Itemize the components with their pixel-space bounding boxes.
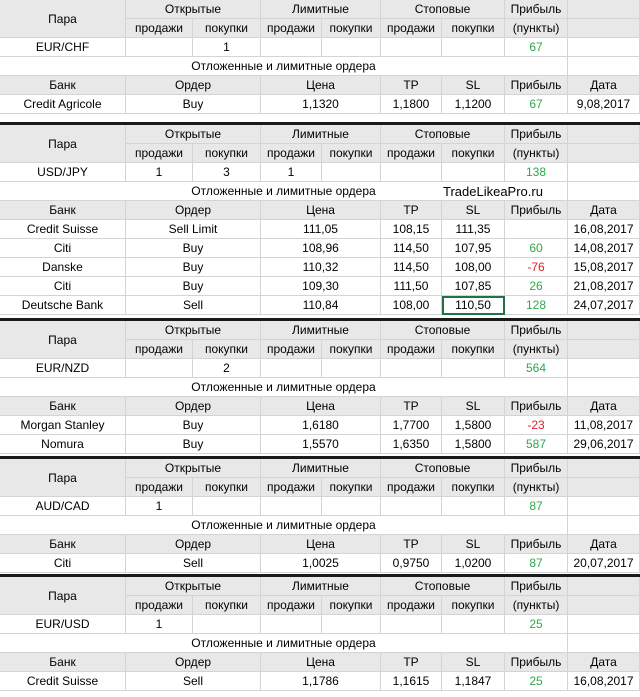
order-bank[interactable]: Citi bbox=[0, 239, 126, 258]
header-sell[interactable]: продажи bbox=[381, 478, 442, 497]
limit-buy[interactable] bbox=[322, 38, 381, 57]
header-points[interactable]: (пункты) bbox=[505, 19, 568, 38]
cell-empty[interactable] bbox=[568, 634, 640, 653]
orders-header-date[interactable]: Дата bbox=[568, 535, 640, 554]
stop-sell[interactable] bbox=[381, 163, 442, 182]
header-buy[interactable]: покупки bbox=[322, 596, 381, 615]
orders-header-date[interactable]: Дата bbox=[568, 76, 640, 95]
header-empty[interactable] bbox=[568, 144, 640, 163]
header-stop[interactable]: Стоповые bbox=[381, 0, 505, 19]
open-sell[interactable]: 1 bbox=[126, 497, 193, 516]
orders-header-date[interactable]: Дата bbox=[568, 653, 640, 672]
order-price[interactable]: 1,6180 bbox=[261, 416, 381, 435]
stop-sell[interactable] bbox=[381, 497, 442, 516]
header-profit[interactable]: Прибыль bbox=[505, 0, 568, 19]
order-profit[interactable] bbox=[505, 220, 568, 239]
order-sl[interactable]: 1,5800 bbox=[442, 416, 505, 435]
order-order[interactable]: Sell bbox=[126, 672, 261, 691]
header-sell[interactable]: продажи bbox=[261, 340, 322, 359]
orders-header-profit[interactable]: Прибыль bbox=[505, 535, 568, 554]
header-open[interactable]: Открытые bbox=[126, 125, 261, 144]
header-sell[interactable]: продажи bbox=[126, 596, 193, 615]
header-buy[interactable]: покупки bbox=[193, 340, 261, 359]
order-date[interactable]: 16,08,2017 bbox=[568, 220, 640, 239]
order-price[interactable]: 1,5570 bbox=[261, 435, 381, 454]
order-tp[interactable]: 1,6350 bbox=[381, 435, 442, 454]
orders-header-profit[interactable]: Прибыль bbox=[505, 76, 568, 95]
header-pair[interactable]: Пара bbox=[0, 0, 126, 38]
open-buy[interactable] bbox=[193, 497, 261, 516]
header-buy[interactable]: покупки bbox=[442, 19, 505, 38]
orders-header-order[interactable]: Ордер bbox=[126, 76, 261, 95]
pending-orders-title[interactable]: Отложенные и лимитные ордера bbox=[0, 378, 568, 397]
header-empty[interactable] bbox=[568, 596, 640, 615]
header-limit[interactable]: Лимитные bbox=[261, 321, 381, 340]
pair-name[interactable]: USD/JPY bbox=[0, 163, 126, 182]
stop-sell[interactable] bbox=[381, 38, 442, 57]
header-empty[interactable] bbox=[568, 340, 640, 359]
limit-buy[interactable] bbox=[322, 359, 381, 378]
pair-name[interactable]: EUR/CHF bbox=[0, 38, 126, 57]
open-sell[interactable] bbox=[126, 38, 193, 57]
open-buy[interactable] bbox=[193, 615, 261, 634]
cell-empty[interactable] bbox=[568, 57, 640, 76]
header-profit[interactable]: Прибыль bbox=[505, 125, 568, 144]
header-profit[interactable]: Прибыль bbox=[505, 577, 568, 596]
pending-orders-title[interactable]: Отложенные и лимитные ордера bbox=[0, 516, 568, 535]
stop-buy[interactable] bbox=[442, 38, 505, 57]
pair-profit[interactable]: 67 bbox=[505, 38, 568, 57]
order-price[interactable]: 109,30 bbox=[261, 277, 381, 296]
orders-header-bank[interactable]: Банк bbox=[0, 397, 126, 416]
order-date[interactable]: 11,08,2017 bbox=[568, 416, 640, 435]
order-date[interactable]: 20,07,2017 bbox=[568, 554, 640, 573]
header-buy[interactable]: покупки bbox=[442, 596, 505, 615]
order-date[interactable]: 15,08,2017 bbox=[568, 258, 640, 277]
order-tp[interactable]: 1,1615 bbox=[381, 672, 442, 691]
watermark-text: TradeLikeaPro.ru bbox=[443, 184, 543, 199]
order-profit[interactable]: -76 bbox=[505, 258, 568, 277]
header-sell[interactable]: продажи bbox=[126, 19, 193, 38]
order-sl[interactable]: 1,1847 bbox=[442, 672, 505, 691]
limit-sell[interactable] bbox=[261, 359, 322, 378]
stop-buy[interactable] bbox=[442, 163, 505, 182]
orders-header-order[interactable]: Ордер bbox=[126, 201, 261, 220]
header-stop[interactable]: Стоповые bbox=[381, 577, 505, 596]
order-sl[interactable]: 107,85 bbox=[442, 277, 505, 296]
header-empty[interactable] bbox=[568, 125, 640, 144]
orders-header-price[interactable]: Цена bbox=[261, 201, 381, 220]
header-sell[interactable]: продажи bbox=[261, 478, 322, 497]
cell-empty[interactable] bbox=[568, 359, 640, 378]
header-sell[interactable]: продажи bbox=[381, 19, 442, 38]
orders-header-date[interactable]: Дата bbox=[568, 397, 640, 416]
orders-header-sl[interactable]: SL bbox=[442, 201, 505, 220]
open-sell[interactable]: 1 bbox=[126, 615, 193, 634]
order-tp[interactable]: 108,00 bbox=[381, 296, 442, 315]
order-price[interactable]: 110,84 bbox=[261, 296, 381, 315]
pair-name[interactable]: EUR/USD bbox=[0, 615, 126, 634]
order-tp[interactable]: 114,50 bbox=[381, 239, 442, 258]
order-profit[interactable]: 25 bbox=[505, 672, 568, 691]
header-points[interactable]: (пункты) bbox=[505, 340, 568, 359]
order-date[interactable]: 21,08,2017 bbox=[568, 277, 640, 296]
orders-header-bank[interactable]: Банк bbox=[0, 201, 126, 220]
orders-header-order[interactable]: Ордер bbox=[126, 653, 261, 672]
header-limit[interactable]: Лимитные bbox=[261, 0, 381, 19]
order-sl[interactable]: 1,0200 bbox=[442, 554, 505, 573]
open-sell[interactable] bbox=[126, 359, 193, 378]
orders-header-tp[interactable]: TP bbox=[381, 397, 442, 416]
header-points[interactable]: (пункты) bbox=[505, 478, 568, 497]
stop-sell[interactable] bbox=[381, 359, 442, 378]
header-buy[interactable]: покупки bbox=[193, 478, 261, 497]
header-sell[interactable]: продажи bbox=[381, 340, 442, 359]
header-pair[interactable]: Пара bbox=[0, 459, 126, 497]
order-price[interactable]: 1,1320 bbox=[261, 95, 381, 114]
stop-buy[interactable] bbox=[442, 497, 505, 516]
orders-header-profit[interactable]: Прибыль bbox=[505, 653, 568, 672]
order-date[interactable]: 16,08,2017 bbox=[568, 672, 640, 691]
header-sell[interactable]: продажи bbox=[261, 596, 322, 615]
header-buy[interactable]: покупки bbox=[322, 144, 381, 163]
pair-name[interactable]: EUR/NZD bbox=[0, 359, 126, 378]
orders-header-bank[interactable]: Банк bbox=[0, 653, 126, 672]
header-empty[interactable] bbox=[568, 19, 640, 38]
order-bank[interactable]: Morgan Stanley bbox=[0, 416, 126, 435]
stop-buy[interactable] bbox=[442, 359, 505, 378]
open-buy[interactable]: 1 bbox=[193, 38, 261, 57]
order-date[interactable]: 9,08,2017 bbox=[568, 95, 640, 114]
pair-profit[interactable]: 564 bbox=[505, 359, 568, 378]
orders-header-tp[interactable]: TP bbox=[381, 76, 442, 95]
orders-header-sl[interactable]: SL bbox=[442, 397, 505, 416]
header-open[interactable]: Открытые bbox=[126, 577, 261, 596]
order-bank[interactable]: Danske bbox=[0, 258, 126, 277]
limit-buy[interactable] bbox=[322, 497, 381, 516]
order-order[interactable]: Sell Limit bbox=[126, 220, 261, 239]
orders-header-order[interactable]: Ордер bbox=[126, 535, 261, 554]
order-order[interactable]: Sell bbox=[126, 296, 261, 315]
header-sell[interactable]: продажи bbox=[381, 144, 442, 163]
cell-empty[interactable] bbox=[568, 497, 640, 516]
header-buy[interactable]: покупки bbox=[193, 19, 261, 38]
header-buy[interactable]: покупки bbox=[322, 19, 381, 38]
header-buy[interactable]: покупки bbox=[322, 478, 381, 497]
limit-sell[interactable] bbox=[261, 615, 322, 634]
limit-sell[interactable] bbox=[261, 497, 322, 516]
stop-buy[interactable] bbox=[442, 615, 505, 634]
orders-header-sl[interactable]: SL bbox=[442, 76, 505, 95]
pending-orders-title[interactable]: Отложенные и лимитные ордера bbox=[0, 182, 568, 201]
order-tp[interactable]: 114,50 bbox=[381, 258, 442, 277]
order-profit[interactable]: 67 bbox=[505, 95, 568, 114]
pair-name[interactable]: AUD/CAD bbox=[0, 497, 126, 516]
order-price[interactable]: 110,32 bbox=[261, 258, 381, 277]
order-bank[interactable]: Credit Suisse bbox=[0, 672, 126, 691]
order-profit[interactable]: 26 bbox=[505, 277, 568, 296]
orders-header-sl[interactable]: SL bbox=[442, 653, 505, 672]
header-open[interactable]: Открытые bbox=[126, 0, 261, 19]
pending-orders-title[interactable]: Отложенные и лимитные ордера bbox=[0, 57, 568, 76]
order-order[interactable]: Buy bbox=[126, 416, 261, 435]
header-points[interactable]: (пункты) bbox=[505, 596, 568, 615]
orders-header-tp[interactable]: TP bbox=[381, 653, 442, 672]
order-order[interactable]: Buy bbox=[126, 258, 261, 277]
cell-empty[interactable] bbox=[568, 182, 640, 201]
open-buy[interactable]: 3 bbox=[193, 163, 261, 182]
order-order[interactable]: Buy bbox=[126, 435, 261, 454]
header-sell[interactable]: продажи bbox=[126, 144, 193, 163]
order-bank[interactable]: Citi bbox=[0, 554, 126, 573]
order-price[interactable]: 111,05 bbox=[261, 220, 381, 239]
order-order[interactable]: Sell bbox=[126, 554, 261, 573]
open-buy[interactable]: 2 bbox=[193, 359, 261, 378]
header-empty[interactable] bbox=[568, 321, 640, 340]
order-profit[interactable]: 87 bbox=[505, 554, 568, 573]
header-buy[interactable]: покупки bbox=[442, 340, 505, 359]
order-bank[interactable]: Credit Suisse bbox=[0, 220, 126, 239]
header-empty[interactable] bbox=[568, 478, 640, 497]
header-sell[interactable]: продажи bbox=[381, 596, 442, 615]
header-stop[interactable]: Стоповые bbox=[381, 321, 505, 340]
orders-header-tp[interactable]: TP bbox=[381, 201, 442, 220]
cell-empty[interactable] bbox=[568, 38, 640, 57]
order-price[interactable]: 1,1786 bbox=[261, 672, 381, 691]
pending-orders-title[interactable]: Отложенные и лимитные ордера bbox=[0, 634, 568, 653]
orders-header-profit[interactable]: Прибыль bbox=[505, 397, 568, 416]
order-sl[interactable]: 111,35 bbox=[442, 220, 505, 239]
order-tp[interactable]: 1,7700 bbox=[381, 416, 442, 435]
orders-header-sl[interactable]: SL bbox=[442, 535, 505, 554]
header-buy[interactable]: покупки bbox=[193, 144, 261, 163]
order-profit[interactable]: 587 bbox=[505, 435, 568, 454]
stop-sell[interactable] bbox=[381, 615, 442, 634]
header-buy[interactable]: покупки bbox=[442, 478, 505, 497]
order-profit[interactable]: 128 bbox=[505, 296, 568, 315]
cell-empty[interactable] bbox=[568, 378, 640, 397]
header-pair[interactable]: Пара bbox=[0, 125, 126, 163]
header-limit[interactable]: Лимитные bbox=[261, 125, 381, 144]
header-sell[interactable]: продажи bbox=[126, 340, 193, 359]
order-bank[interactable]: Citi bbox=[0, 277, 126, 296]
order-order[interactable]: Buy bbox=[126, 277, 261, 296]
limit-sell[interactable] bbox=[261, 38, 322, 57]
order-order[interactable]: Buy bbox=[126, 239, 261, 258]
header-open[interactable]: Открытые bbox=[126, 459, 261, 478]
header-points[interactable]: (пункты) bbox=[505, 144, 568, 163]
orders-header-order[interactable]: Ордер bbox=[126, 397, 261, 416]
pair-profit[interactable]: 25 bbox=[505, 615, 568, 634]
order-date[interactable]: 14,08,2017 bbox=[568, 239, 640, 258]
order-price[interactable]: 108,96 bbox=[261, 239, 381, 258]
order-tp[interactable]: 0,9750 bbox=[381, 554, 442, 573]
order-bank[interactable]: Credit Agricole bbox=[0, 95, 126, 114]
order-price[interactable]: 1,0025 bbox=[261, 554, 381, 573]
orders-header-bank[interactable]: Банк bbox=[0, 535, 126, 554]
header-sell[interactable]: продажи bbox=[126, 478, 193, 497]
header-pair[interactable]: Пара bbox=[0, 577, 126, 615]
order-bank[interactable]: Nomura bbox=[0, 435, 126, 454]
header-limit[interactable]: Лимитные bbox=[261, 577, 381, 596]
header-buy[interactable]: покупки bbox=[442, 144, 505, 163]
cell-empty[interactable] bbox=[568, 615, 640, 634]
limit-sell[interactable]: 1 bbox=[261, 163, 322, 182]
order-order[interactable]: Buy bbox=[126, 95, 261, 114]
pair-profit[interactable]: 87 bbox=[505, 497, 568, 516]
orders-header-price[interactable]: Цена bbox=[261, 397, 381, 416]
limit-buy[interactable] bbox=[322, 615, 381, 634]
order-date[interactable]: 29,06,2017 bbox=[568, 435, 640, 454]
cell-empty[interactable] bbox=[568, 516, 640, 535]
order-sl[interactable]: 110,50 bbox=[442, 296, 505, 315]
open-sell[interactable]: 1 bbox=[126, 163, 193, 182]
order-sl[interactable]: 108,00 bbox=[442, 258, 505, 277]
header-pair[interactable]: Пара bbox=[0, 321, 126, 359]
order-tp[interactable]: 1,1800 bbox=[381, 95, 442, 114]
header-open[interactable]: Открытые bbox=[126, 321, 261, 340]
order-date[interactable]: 24,07,2017 bbox=[568, 296, 640, 315]
orders-header-profit[interactable]: Прибыль bbox=[505, 201, 568, 220]
order-sl[interactable]: 1,1200 bbox=[442, 95, 505, 114]
orders-header-price[interactable]: Цена bbox=[261, 653, 381, 672]
header-empty[interactable] bbox=[568, 0, 640, 19]
header-buy[interactable]: покупки bbox=[322, 340, 381, 359]
header-sell[interactable]: продажи bbox=[261, 144, 322, 163]
order-profit[interactable]: -23 bbox=[505, 416, 568, 435]
cell-empty[interactable] bbox=[568, 163, 640, 182]
order-sl[interactable]: 107,95 bbox=[442, 239, 505, 258]
header-stop[interactable]: Стоповые bbox=[381, 459, 505, 478]
orders-header-date[interactable]: Дата bbox=[568, 201, 640, 220]
order-tp[interactable]: 108,15 bbox=[381, 220, 442, 239]
orders-header-price[interactable]: Цена bbox=[261, 535, 381, 554]
header-buy[interactable]: покупки bbox=[193, 596, 261, 615]
orders-header-tp[interactable]: TP bbox=[381, 535, 442, 554]
header-profit[interactable]: Прибыль bbox=[505, 321, 568, 340]
order-sl[interactable]: 1,5800 bbox=[442, 435, 505, 454]
order-bank[interactable]: Deutsche Bank bbox=[0, 296, 126, 315]
orders-header-bank[interactable]: Банк bbox=[0, 76, 126, 95]
order-profit[interactable]: 60 bbox=[505, 239, 568, 258]
order-tp[interactable]: 111,50 bbox=[381, 277, 442, 296]
orders-header-price[interactable]: Цена bbox=[261, 76, 381, 95]
header-empty[interactable] bbox=[568, 459, 640, 478]
header-stop[interactable]: Стоповые bbox=[381, 125, 505, 144]
limit-buy[interactable] bbox=[322, 163, 381, 182]
header-empty[interactable] bbox=[568, 577, 640, 596]
header-sell[interactable]: продажи bbox=[261, 19, 322, 38]
header-profit[interactable]: Прибыль bbox=[505, 459, 568, 478]
header-limit[interactable]: Лимитные bbox=[261, 459, 381, 478]
pair-profit[interactable]: 138 bbox=[505, 163, 568, 182]
